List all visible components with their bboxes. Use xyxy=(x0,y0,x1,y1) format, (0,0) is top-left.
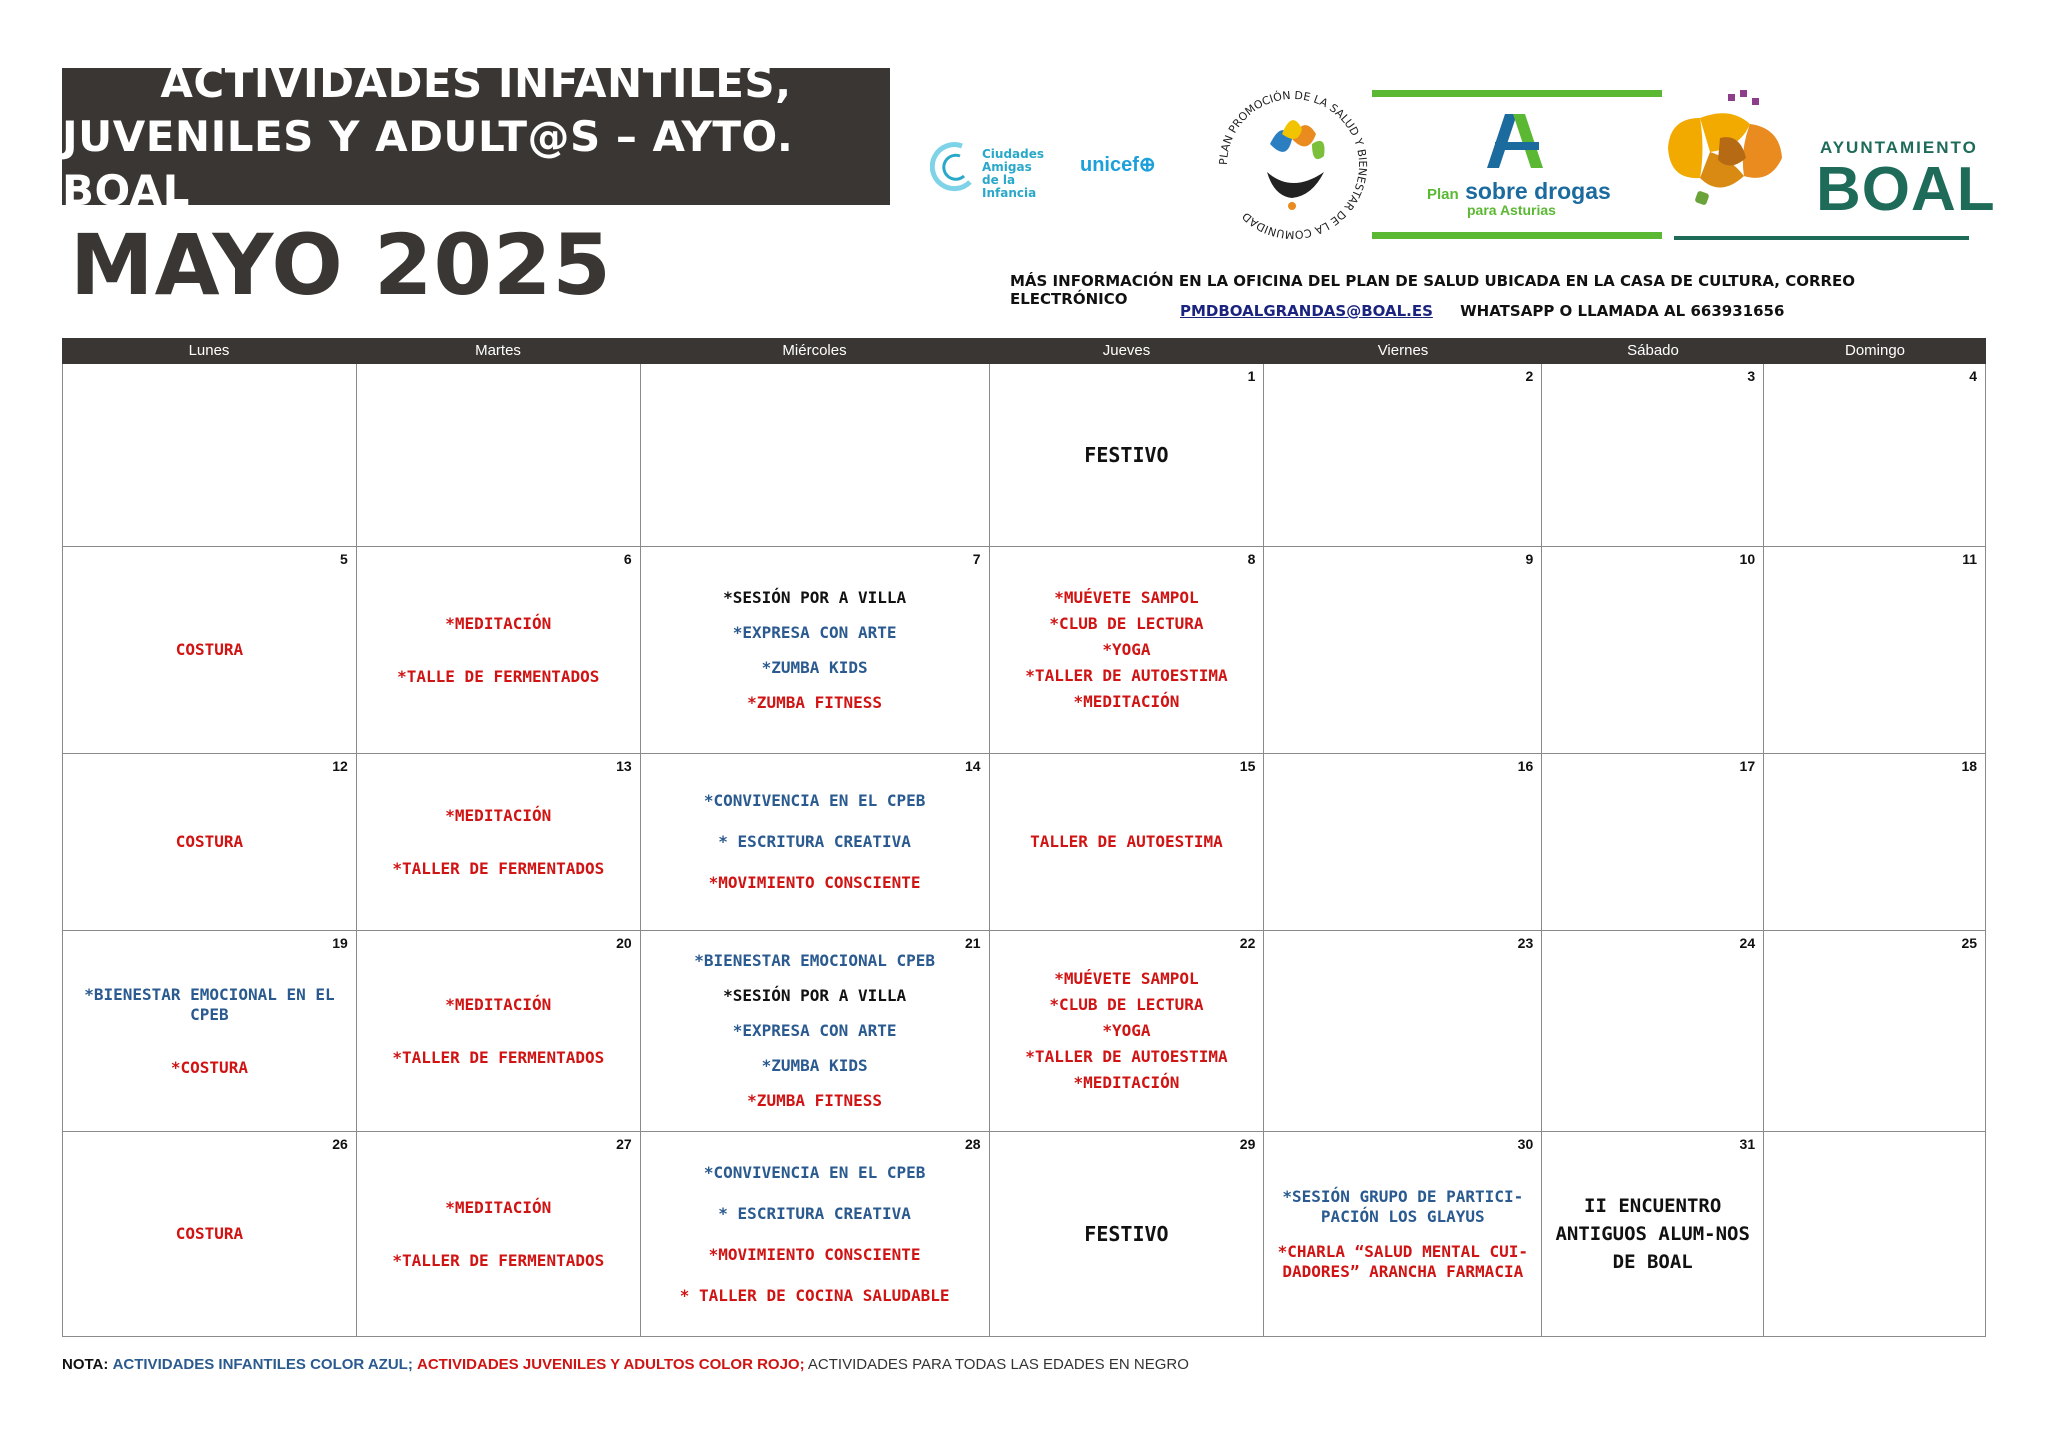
day-cell[interactable] xyxy=(357,364,641,547)
day-number: 12 xyxy=(332,758,348,774)
boal-logo-top: AYUNTAMIENTO xyxy=(1820,138,1978,157)
activity-item: *SESIÓN GRUPO DE PARTICI-PACIÓN LOS GLAYUS xyxy=(1282,1186,1524,1226)
day-cell[interactable] xyxy=(990,364,1265,547)
day-cell[interactable] xyxy=(1542,547,1764,754)
day-cell[interactable] xyxy=(1264,364,1542,547)
day-cell[interactable] xyxy=(1264,547,1542,754)
day-cell[interactable] xyxy=(1542,1132,1764,1337)
activity-item: *ZUMBA FITNESS xyxy=(747,1091,883,1110)
day-number: 7 xyxy=(972,551,981,567)
svg-text:PLAN PROMOCIÓN DE LA SALUD Y B: PLAN PROMOCIÓN DE LA SALUD Y BIENESTAR DE LA COMUNIDAD xyxy=(1216,88,1370,242)
day-cell[interactable] xyxy=(63,931,357,1132)
activity-item: COSTURA xyxy=(175,832,244,851)
day-number: 16 xyxy=(1517,758,1534,774)
day-cell[interactable] xyxy=(1764,1132,1986,1337)
contact-line xyxy=(1180,302,1784,320)
day-number: 28 xyxy=(964,1136,981,1152)
day-cell[interactable] xyxy=(990,1132,1265,1337)
activity-item: * ESCRITURA CREATIVA xyxy=(718,1203,911,1223)
day-number: 21 xyxy=(964,935,981,951)
boal-logo-main: BOAL xyxy=(1816,155,1996,224)
activity-item: *TALLER DE FERMENTADOS xyxy=(392,858,605,878)
activity-item: *MEDITACIÓN xyxy=(445,805,552,825)
info-line: MÁS INFORMACIÓN EN LA OFICINA DEL PLAN DE SALUD UBICADA EN LA CASA DE CULTURA, CORREO ELECTRÓNICO xyxy=(1010,272,1856,308)
note-blue: ACTIVIDADES INFANTILES COLOR AZUL; xyxy=(112,1356,413,1373)
activity-item: *TALLE DE FERMENTADOS xyxy=(397,666,600,686)
day-number: 14 xyxy=(964,758,981,774)
activity-item: *CLUB DE LECTURA xyxy=(1049,614,1204,633)
weekday-label: Miércoles xyxy=(782,342,847,359)
day-cell[interactable] xyxy=(357,547,641,754)
drogas-subtitle: para Asturias xyxy=(1467,202,1556,218)
day-cell[interactable] xyxy=(1764,364,1986,547)
activity-item: *TALLER DE FERMENTADOS xyxy=(392,1047,605,1067)
activity-item: FESTIVO xyxy=(1084,443,1169,467)
day-number: 24 xyxy=(1739,935,1756,951)
boal-flower-icon xyxy=(1660,88,1810,228)
activity-item: COSTURA xyxy=(175,1224,244,1243)
title-line-2: JUVENILES Y ADULT@S – AYTO. BOAL xyxy=(62,111,794,215)
title-banner xyxy=(62,57,890,215)
email-link[interactable]: PMDBOALGRANDAS@BOAL.ES xyxy=(1180,302,1433,320)
day-number: 22 xyxy=(1239,935,1256,951)
note-red: ACTIVIDADES JUVENILES Y ADULTOS COLOR ROJO; xyxy=(417,1356,805,1373)
calendar-body xyxy=(62,364,1986,1337)
phone-text: WHATSAPP O LLAMADA AL 663931656 xyxy=(1460,302,1785,320)
activity-item: *MOVIMIENTO CONSCIENTE xyxy=(708,873,921,892)
drogas-title: Plan sobre drogas xyxy=(1427,178,1611,204)
day-number: 30 xyxy=(1517,1136,1534,1152)
day-cell[interactable] xyxy=(641,931,990,1132)
day-cell[interactable] xyxy=(1542,931,1764,1132)
unicef-logo: unicef⊕ xyxy=(1080,154,1156,176)
day-cell[interactable] xyxy=(63,364,357,547)
day-cell[interactable] xyxy=(357,1132,641,1337)
day-cell[interactable] xyxy=(641,547,990,754)
day-cell[interactable] xyxy=(1264,754,1542,931)
day-cell[interactable] xyxy=(357,754,641,931)
day-cell[interactable] xyxy=(641,364,990,547)
day-number: 11 xyxy=(1962,551,1978,567)
activity-item: *BIENESTAR EMOCIONAL CPEB xyxy=(694,951,936,970)
activity-item: *MEDITACIÓN xyxy=(445,994,552,1014)
ciudades-amigas-logo xyxy=(930,136,1070,200)
drogas-icon xyxy=(1477,108,1557,178)
activity-item: *MEDITACIÓN xyxy=(445,1197,552,1217)
day-cell[interactable] xyxy=(1542,364,1764,547)
day-number: 8 xyxy=(1247,551,1256,567)
day-number: 5 xyxy=(340,551,348,567)
activity-item: *ZUMBA KIDS xyxy=(761,657,868,677)
day-cell[interactable] xyxy=(990,931,1265,1132)
activity-item: *MEDITACIÓN xyxy=(1073,692,1180,711)
week-row xyxy=(62,931,1986,1132)
title-line-1: ACTIVIDADES INFANTILES, xyxy=(160,57,792,107)
day-number: 27 xyxy=(616,1136,632,1152)
ciudades-amigas-text: Ciudades Amigas de la Infancia xyxy=(982,147,1045,200)
drogas-top-bar xyxy=(1372,90,1662,97)
day-cell[interactable] xyxy=(1764,931,1986,1132)
activity-item: *MEDITACIÓN xyxy=(445,613,552,633)
day-number: 31 xyxy=(1739,1136,1756,1152)
day-number: 29 xyxy=(1239,1136,1256,1152)
day-cell[interactable] xyxy=(990,754,1265,931)
note-black: ACTIVIDADES PARA TODAS LAS EDADES EN NEGRO xyxy=(807,1356,1189,1373)
week-row xyxy=(62,364,1986,547)
activity-item: TALLER DE AUTOESTIMA xyxy=(1030,832,1223,851)
day-cell[interactable] xyxy=(1264,931,1542,1132)
activity-item: *YOGA xyxy=(1102,1021,1151,1040)
day-cell[interactable] xyxy=(63,1132,357,1337)
drogas-bottom-bar xyxy=(1372,232,1662,239)
ayuntamiento-boal-logo xyxy=(1660,88,1996,248)
activity-item: *TALLER DE FERMENTADOS xyxy=(392,1250,605,1270)
activity-item: *MUÉVETE SAMPOL xyxy=(1054,588,1199,607)
day-cell[interactable] xyxy=(1764,754,1986,931)
day-cell[interactable] xyxy=(641,754,990,931)
activity-item: II ENCUENTRO ANTIGUOS ALUM-NOS DE BOAL xyxy=(1555,1195,1750,1273)
day-number: 9 xyxy=(1525,551,1534,567)
day-number: 26 xyxy=(332,1136,348,1152)
day-cell[interactable] xyxy=(63,547,357,754)
week-row xyxy=(62,547,1986,754)
day-number: 17 xyxy=(1739,758,1756,774)
day-number: 1 xyxy=(1247,368,1256,384)
day-number: 13 xyxy=(616,758,632,774)
day-number: 4 xyxy=(1969,368,1978,384)
boal-logo-line xyxy=(1674,236,1969,240)
activity-item: *YOGA xyxy=(1102,640,1151,659)
day-number: 6 xyxy=(623,551,632,567)
activity-item: *MUÉVETE SAMPOL xyxy=(1054,969,1199,988)
activity-item: *ZUMBA KIDS xyxy=(761,1056,868,1075)
day-number: 3 xyxy=(1747,368,1756,384)
activity-item: *EXPRESA CON ARTE xyxy=(732,622,897,642)
weekday-label: Jueves xyxy=(1102,342,1151,359)
day-number: 20 xyxy=(616,935,632,951)
activity-item: *TALLER DE AUTOESTIMA xyxy=(1025,1047,1228,1066)
day-cell[interactable] xyxy=(990,547,1265,754)
plan-salud-logo xyxy=(1212,84,1374,246)
day-number: 25 xyxy=(1961,935,1978,951)
day-number: 10 xyxy=(1739,551,1756,567)
activity-item: * ESCRITURA CREATIVA xyxy=(718,832,911,851)
day-number: 18 xyxy=(1961,758,1978,774)
day-number: 15 xyxy=(1239,758,1256,774)
day-cell[interactable] xyxy=(63,754,357,931)
activity-item: *CONVIVENCIA EN EL CPEB xyxy=(703,1162,926,1182)
activity-item: *TALLER DE AUTOESTIMA xyxy=(1025,666,1228,685)
activity-item: *EXPRESA CON ARTE xyxy=(732,1021,897,1040)
activity-item: FESTIVO xyxy=(1084,1222,1169,1246)
weekday-header xyxy=(62,338,1986,364)
activity-item: *CLUB DE LECTURA xyxy=(1049,995,1204,1014)
weekday-label: Viernes xyxy=(1377,342,1429,359)
activity-item: *ZUMBA FITNESS xyxy=(747,692,883,712)
weekday-label: Martes xyxy=(475,342,521,359)
day-number: 19 xyxy=(332,935,348,951)
week-row xyxy=(62,754,1986,931)
activity-item: *MOVIMIENTO CONSCIENTE xyxy=(708,1244,921,1264)
activity-item: *COSTURA xyxy=(170,1057,248,1077)
activity-item: *SESIÓN POR A VILLA xyxy=(723,587,907,607)
weekday-label: Sábado xyxy=(1627,342,1679,359)
day-cell[interactable] xyxy=(1542,754,1764,931)
activity-item: *CHARLA “SALUD MENTAL CUI-DADORES” ARANCHA FARMACIA xyxy=(1277,1241,1529,1281)
activity-item: COSTURA xyxy=(175,640,244,659)
activity-item: *CONVIVENCIA EN EL CPEB xyxy=(703,791,926,810)
day-number: 23 xyxy=(1517,935,1534,951)
week-row xyxy=(62,1132,1986,1337)
color-legend-note: NOTA: ACTIVIDADES INFANTILES COLOR AZUL; ACTIVIDADES JUVENILES Y ADULTOS COLOR ROJO; ACTIVIDADES PARA TODAS LAS EDADES EN NEGRO xyxy=(62,1356,1189,1373)
activity-item: *BIENESTAR EMOCIONAL EN EL CPEB xyxy=(84,984,335,1024)
activity-item: * TALLER DE COCINA SALUDABLE xyxy=(679,1285,950,1305)
ciudades-amigas-icon xyxy=(930,138,980,194)
activity-item: *MEDITACIÓN xyxy=(1073,1073,1180,1092)
weekday-label: Lunes xyxy=(188,342,230,359)
calendar xyxy=(62,338,1986,1337)
unicef-globe-icon: ⊕ xyxy=(1138,154,1156,176)
day-number: 2 xyxy=(1525,368,1534,384)
weekday-label: Domingo xyxy=(1844,342,1906,359)
month-title: MAYO 2025 xyxy=(70,216,612,314)
plan-drogas-logo xyxy=(1372,90,1662,240)
activity-item: *SESIÓN POR A VILLA xyxy=(723,986,907,1005)
day-cell[interactable] xyxy=(1764,547,1986,754)
day-cell[interactable] xyxy=(357,931,641,1132)
day-cell[interactable] xyxy=(1264,1132,1542,1337)
day-cell[interactable] xyxy=(641,1132,990,1337)
